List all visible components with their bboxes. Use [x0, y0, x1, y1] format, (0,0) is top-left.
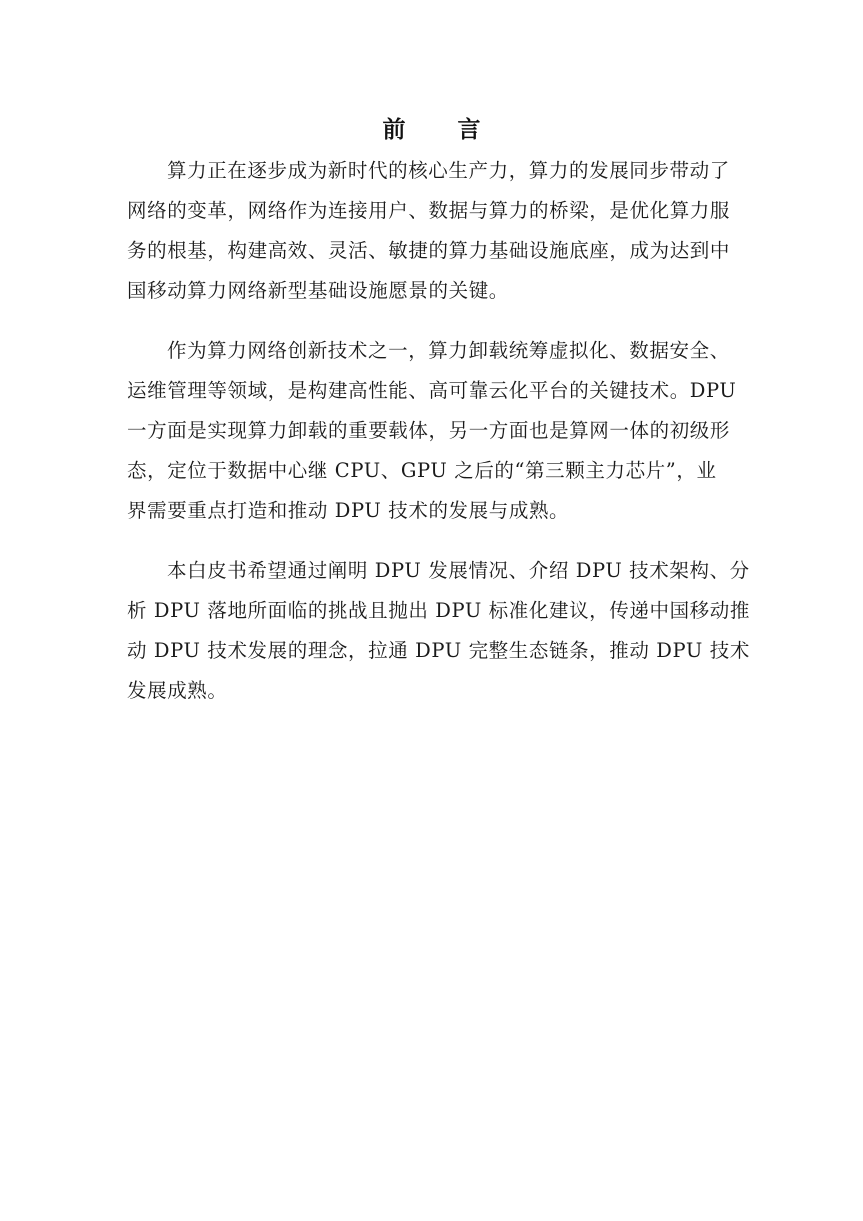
paragraph-line: 态，定位于数据中心继 CPU、GPU 之后的“第三颗主力芯片”，业: [127, 459, 717, 482]
paragraph-line: 析 DPU 落地所面临的挑战且抛出 DPU 标准化建议，传递中国移动推: [127, 599, 750, 622]
page-title: 前 言: [382, 117, 503, 143]
paragraph-line: 务的根基，构建高效、灵活、敏捷的算力基础设施底座，成为达到中: [127, 239, 731, 262]
paragraph-line: 发展成熟。: [127, 679, 228, 702]
paragraph-line: 网络的变革，网络作为连接用户、数据与算力的桥梁，是优化算力服: [127, 199, 731, 222]
paragraph-line: 国移动算力网络新型基础设施愿景的关键。: [127, 279, 509, 302]
paragraph-line: 本白皮书希望通过阐明 DPU 发展情况、介绍 DPU 技术架构、分: [167, 559, 750, 582]
paragraph-line: 动 DPU 技术发展的理念，拉通 DPU 完整生态链条，推动 DPU 技术: [127, 639, 750, 662]
paragraph-line: 作为算力网络创新技术之一，算力卸载统筹虚拟化、数据安全、: [167, 339, 730, 362]
paragraph-line: 界需要重点打造和推动 DPU 技术的发展与成熟。: [127, 499, 570, 522]
paragraph-line: 算力正在逐步成为新时代的核心生产力，算力的发展同步带动了: [167, 159, 730, 182]
paragraph-line: 一方面是实现算力卸载的重要载体，另一方面也是算网一体的初级形: [127, 419, 731, 442]
paragraph-line: 运维管理等领域，是构建高性能、高可靠云化平台的关键技术。DPU: [127, 379, 737, 402]
